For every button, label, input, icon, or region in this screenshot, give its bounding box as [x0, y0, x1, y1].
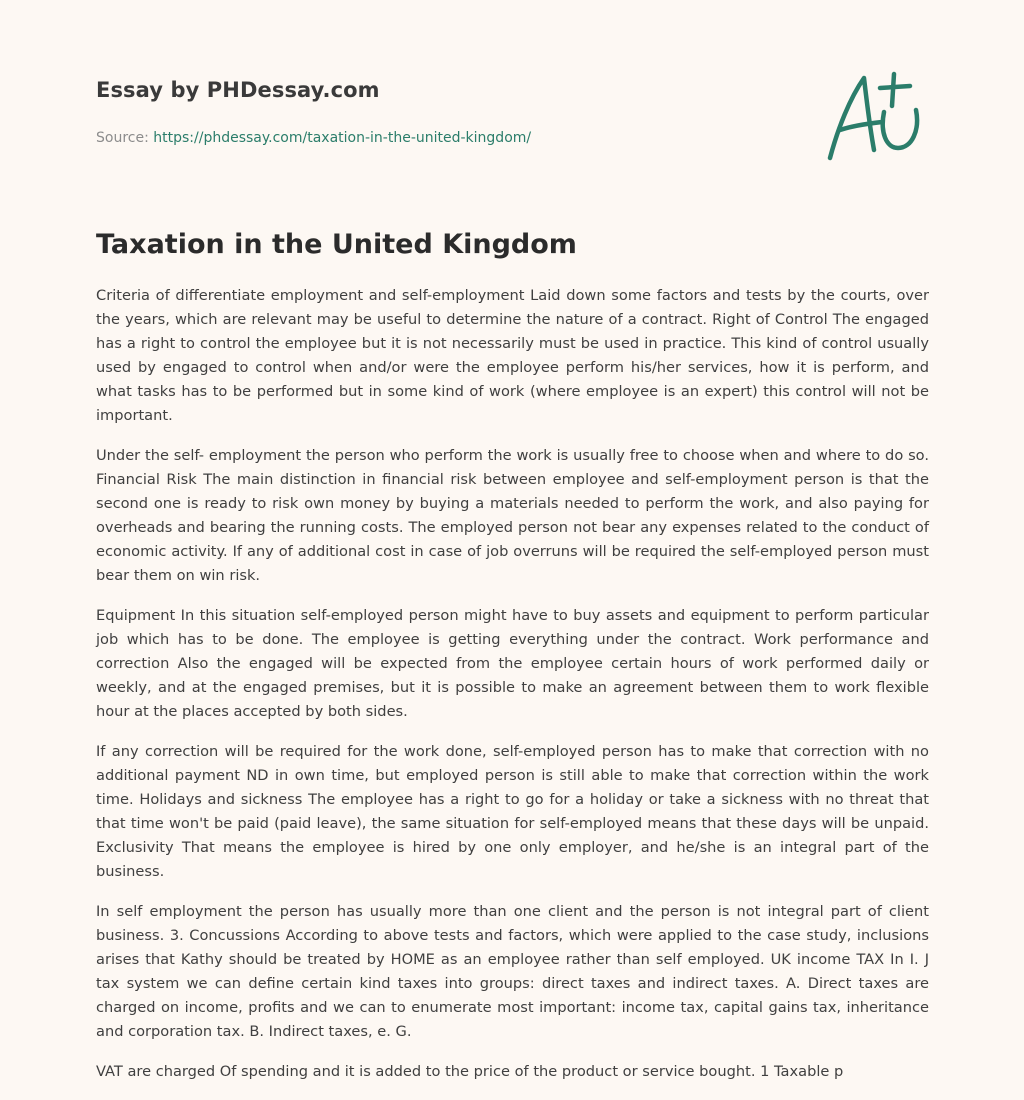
article-paragraph: VAT are charged Of spending and it is added to the price of the product or service bought. 1 Taxable p: [96, 1063, 844, 1080]
source-link[interactable]: https://phdessay.com/taxation-in-the-united-kingdom/: [153, 130, 532, 146]
source-label: Source:: [96, 130, 149, 146]
article-paragraph: If any correction will be required for the work done, self-employed person has to make that correction with no additional payment ND in own time, but employed person is still able to make that correction within the work time. Holidays and sickness The employee has a right to go for a holiday or take a sickness with no threat that that time won't be paid (paid leave), the same situation for self-employed means that these days will be unpaid. Exclusivity That means the employee is hired by one only employer, and he/she is an integral part of the business.: [96, 743, 929, 880]
site-brand: Essay by PHDessay.com: [96, 78, 380, 102]
article-body: [96, 284, 929, 1100]
article-paragraph: Criteria of differentiate employment and self-employment Laid down some factors and tests by the courts, over the years, which are relevant may be useful to determine the nature of a contract. Right of Control The engaged has a right to control the employee but it is not necessarily must be used in practice. This kind of control usually used by engaged to control when and/or were the employee perform his/her services, how it is perform, and what tasks has to be performed but in some kind of work (where employee is an expert) this control will not be important.: [96, 287, 929, 424]
article-paragraph: In self employment the person has usually more than one client and the person is not integral part of client business. 3. Concussions According to above tests and factors, which were applied to the case study, inclusions arises that Kathy should be treated by HOME as an employee rather than self employed. UK income TAX In I. J tax system we can define certain kind taxes into groups: direct taxes and indirect taxes. A. Direct taxes are charged on income, profits and we can to enumerate most important: income tax, capital gains tax, inheritance and corporation tax. B. Indirect taxes, e. G.: [96, 903, 929, 1040]
page-header: [96, 76, 736, 148]
a-plus-icon: [820, 66, 930, 166]
source-line: [96, 128, 736, 148]
article-paragraph: Under the self- employment the person who perform the work is usually free to choose when and where to do so. Financial Risk The main distinction in financial risk between employee and self-employment person is that the second one is ready to risk own money by buying a materials needed to perform the work, and also paying for overheads and bearing the running costs. The employed person not bear any expenses related to the conduct of economic activity. If any of additional cost in case of job overruns will be required the self-employed person must bear them on win risk.: [96, 447, 929, 584]
article-title: Taxation in the United Kingdom: [96, 229, 577, 260]
article-paragraph: Equipment In this situation self-employed person might have to buy assets and equipment to perform particular job which has to be done. The employee is getting everything under the contract. Work performance and correction Also the engaged will be expected from the employee certain hours of work performed daily or weekly, and at the engaged premises, but it is possible to make an agreement between them to work flexible hour at the places accepted by both sides.: [96, 607, 929, 720]
